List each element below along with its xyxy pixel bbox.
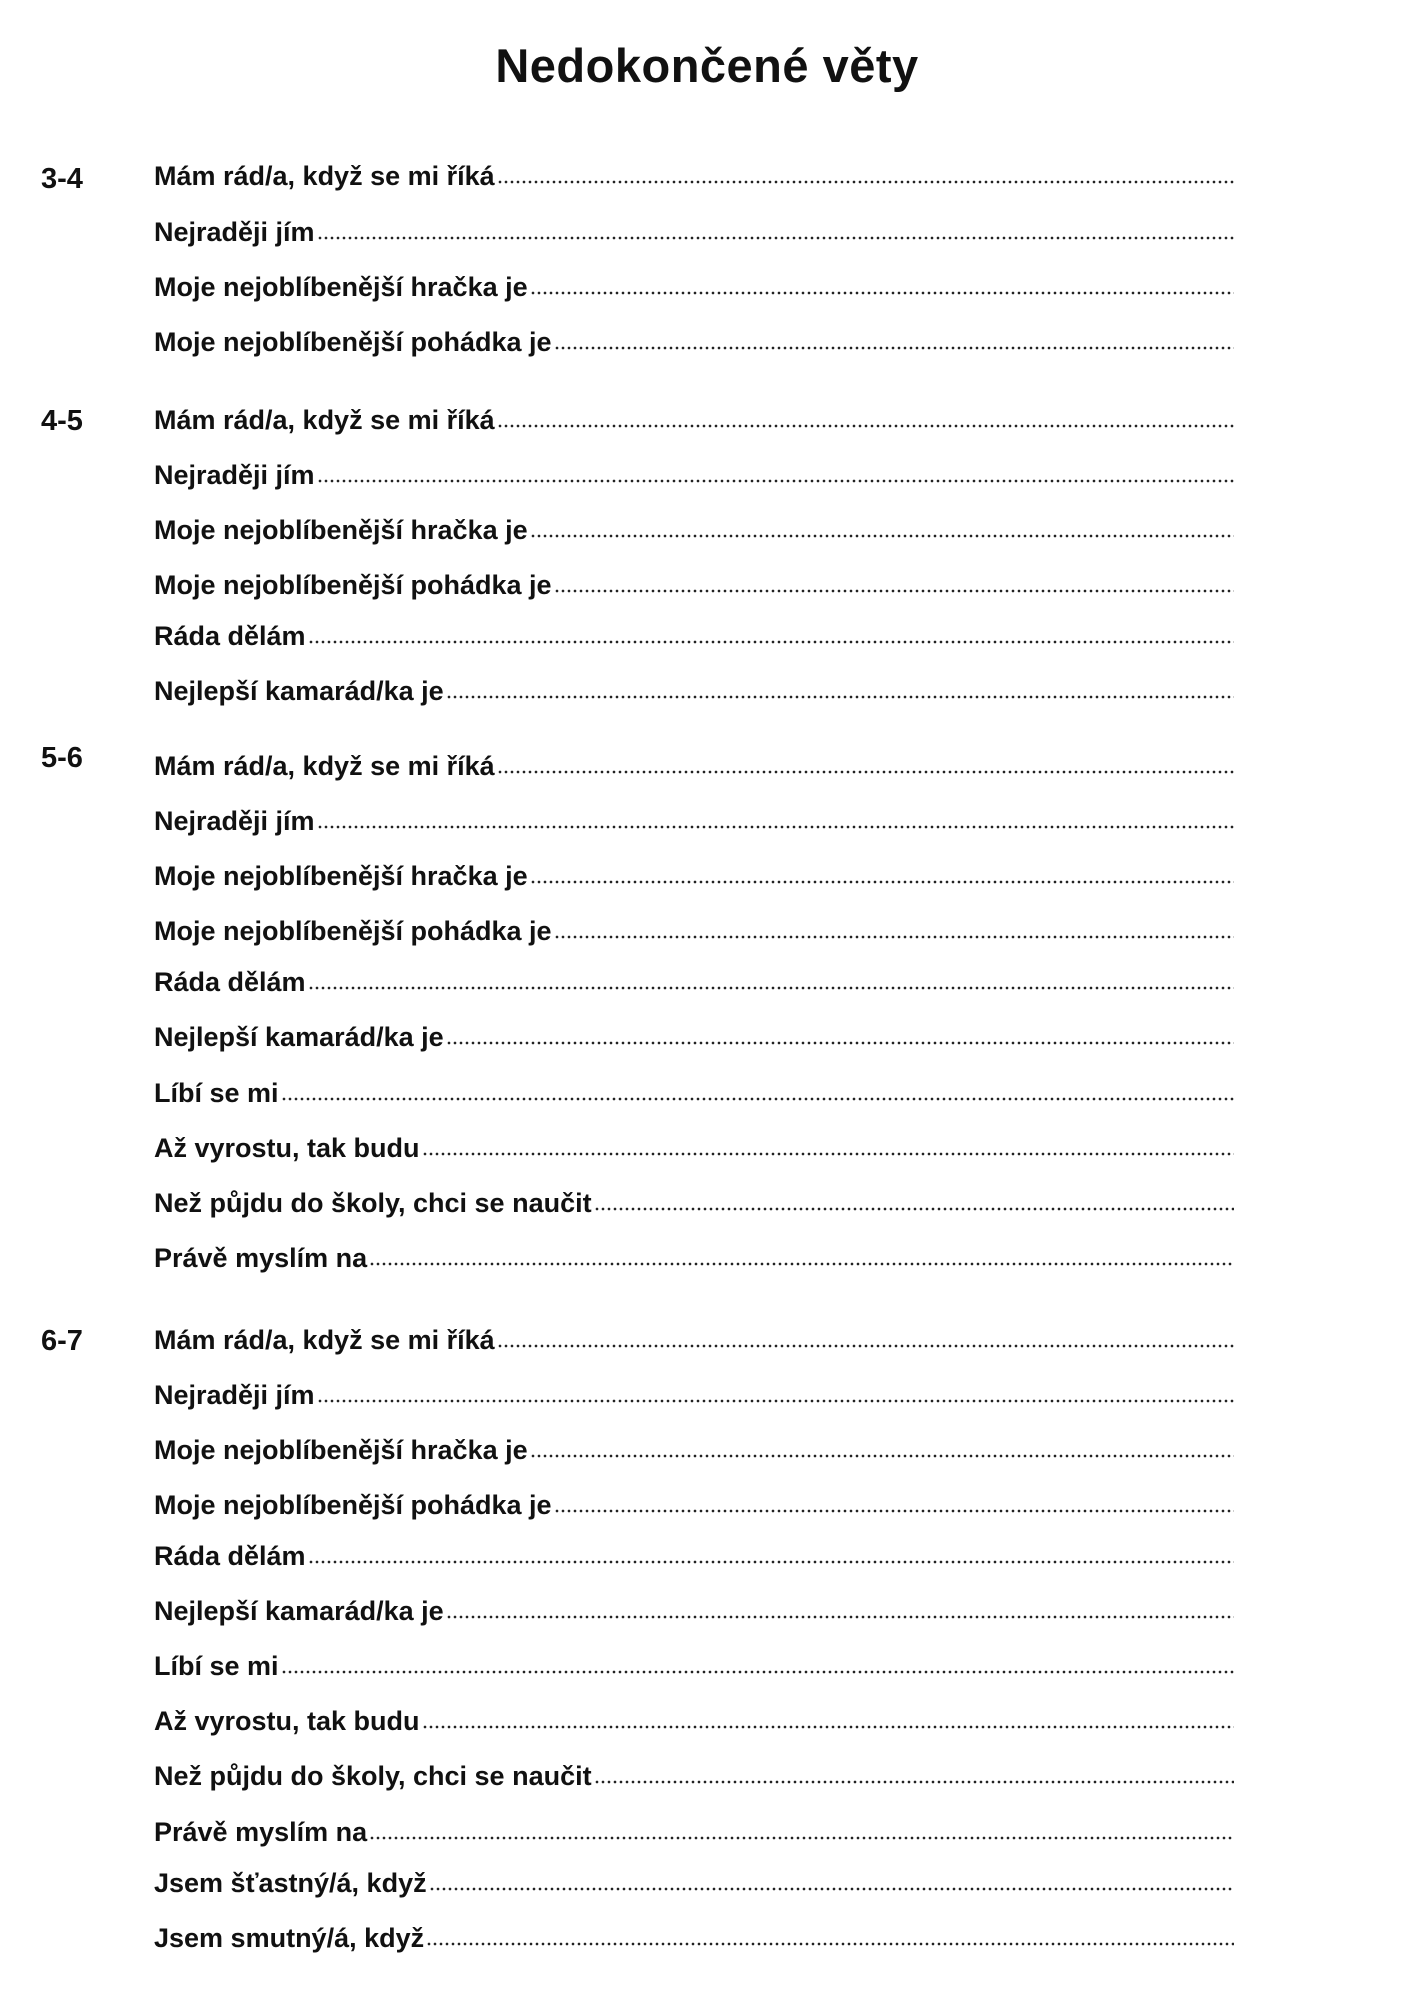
sentence-prompt: Až vyrostu, tak budu xyxy=(154,1133,420,1163)
sentence-line[interactable] xyxy=(154,1859,1234,1899)
sentence-line[interactable] xyxy=(154,1316,1234,1356)
sentence-line[interactable] xyxy=(154,1481,1234,1521)
answer-dotted-line xyxy=(497,768,1234,776)
sentence-line[interactable] xyxy=(154,797,1234,837)
page-title: Nedokončené věty xyxy=(495,39,919,92)
answer-dotted-line xyxy=(497,178,1234,186)
answer-dotted-line xyxy=(446,693,1234,701)
answer-dotted-line xyxy=(317,477,1234,485)
sentence-line[interactable] xyxy=(154,742,1234,782)
sentence-prompt: Ráda dělám xyxy=(154,1541,306,1571)
answer-dotted-line xyxy=(554,344,1234,352)
sentence-line[interactable] xyxy=(154,1371,1234,1411)
answer-dotted-line xyxy=(369,1260,1234,1268)
sentence-line[interactable] xyxy=(154,1642,1234,1682)
sentence-line[interactable] xyxy=(154,152,1234,192)
sentence-line[interactable] xyxy=(154,907,1234,947)
sentence-line[interactable] xyxy=(154,1234,1234,1274)
sentence-prompt: Nejlepší kamarád/ka je xyxy=(154,676,444,706)
sentence-line[interactable] xyxy=(154,1179,1234,1219)
sentence-prompt: Nejraději jím xyxy=(154,460,315,490)
answer-dotted-line xyxy=(554,933,1234,941)
sentence-prompt: Mám rád/a, když se mi říká xyxy=(154,751,495,781)
sentence-line[interactable] xyxy=(154,506,1234,546)
sentence-prompt: Právě myslím na xyxy=(154,1243,368,1273)
sentence-line[interactable] xyxy=(154,1013,1234,1053)
sentence-line[interactable] xyxy=(154,561,1234,601)
sentence-line[interactable] xyxy=(154,1426,1234,1466)
sentence-line[interactable] xyxy=(154,1124,1234,1164)
sentence-prompt: Jsem smutný/á, když xyxy=(154,1923,425,1953)
sentence-line[interactable] xyxy=(154,1587,1234,1627)
sentence-prompt: Ráda dělám xyxy=(154,967,306,997)
answer-dotted-line xyxy=(317,1397,1234,1405)
sentence-line[interactable] xyxy=(154,263,1234,303)
sentence-prompt: Moje nejoblíbenější hračka je xyxy=(154,1435,528,1465)
answer-dotted-line xyxy=(308,984,1234,992)
sentence-line[interactable] xyxy=(154,1532,1234,1572)
sentence-prompt: Moje nejoblíbenější pohádka je xyxy=(154,916,552,946)
sentence-prompt: Mám rád/a, když se mi říká xyxy=(154,405,495,435)
sentence-line[interactable] xyxy=(154,1914,1234,1954)
sentence-prompt: Moje nejoblíbenější pohádka je xyxy=(154,1490,552,1520)
sentence-prompt: Líbí se mi xyxy=(154,1651,279,1681)
sentence-prompt: Nejraději jím xyxy=(154,806,315,836)
age-label: 3-4 xyxy=(41,163,83,195)
sentence-prompt: Nejlepší kamarád/ka je xyxy=(154,1022,444,1052)
answer-dotted-line xyxy=(497,422,1234,430)
sentence-line[interactable] xyxy=(154,396,1234,436)
answer-dotted-line xyxy=(422,1723,1234,1731)
sentence-line[interactable] xyxy=(154,1697,1234,1737)
sentence-prompt: Jsem šťastný/á, když xyxy=(154,1868,427,1898)
sentence-line[interactable] xyxy=(154,318,1234,358)
age-label: 6-7 xyxy=(41,1325,83,1357)
sentence-prompt: Mám rád/a, když se mi říká xyxy=(154,161,495,191)
sentence-prompt: Moje nejoblíbenější hračka je xyxy=(154,861,528,891)
sentence-prompt: Moje nejoblíbenější hračka je xyxy=(154,272,528,302)
sentence-prompt: Než půjdu do školy, chci se naučit xyxy=(154,1761,592,1791)
sentence-line[interactable] xyxy=(154,852,1234,892)
answer-dotted-line xyxy=(530,289,1234,297)
age-label: 5-6 xyxy=(41,742,83,774)
sentence-line[interactable] xyxy=(154,208,1234,248)
sentence-prompt: Nejraději jím xyxy=(154,217,315,247)
sentence-line[interactable] xyxy=(154,1752,1234,1792)
sentence-prompt: Nejraději jím xyxy=(154,1380,315,1410)
sentence-prompt: Moje nejoblíbenější pohádka je xyxy=(154,327,552,357)
answer-dotted-line xyxy=(422,1150,1234,1158)
answer-dotted-line xyxy=(446,1039,1234,1047)
sentence-line[interactable] xyxy=(154,451,1234,491)
sentence-prompt: Než půjdu do školy, chci se naučit xyxy=(154,1188,592,1218)
sentence-line[interactable] xyxy=(154,1069,1234,1109)
answer-dotted-line xyxy=(369,1834,1234,1842)
answer-dotted-line xyxy=(554,1507,1234,1515)
answer-dotted-line xyxy=(281,1095,1234,1103)
answer-dotted-line xyxy=(308,638,1234,646)
sentence-prompt: Právě myslím na xyxy=(154,1817,368,1847)
answer-dotted-line xyxy=(446,1613,1234,1621)
sentence-line[interactable] xyxy=(154,958,1234,998)
sentence-prompt: Moje nejoblíbenější hračka je xyxy=(154,515,528,545)
answer-dotted-line xyxy=(317,823,1234,831)
age-label: 4-5 xyxy=(41,405,83,437)
answer-dotted-line xyxy=(530,532,1234,540)
sentence-prompt: Nejlepší kamarád/ka je xyxy=(154,1596,444,1626)
sentence-line[interactable] xyxy=(154,612,1234,652)
answer-dotted-line xyxy=(308,1558,1234,1566)
answer-dotted-line xyxy=(317,234,1234,242)
sentence-prompt: Líbí se mi xyxy=(154,1078,279,1108)
sentence-prompt: Ráda dělám xyxy=(154,621,306,651)
answer-dotted-line xyxy=(497,1342,1234,1350)
answer-dotted-line xyxy=(594,1778,1234,1786)
answer-dotted-line xyxy=(530,1452,1234,1460)
answer-dotted-line xyxy=(426,1940,1234,1948)
sentence-line[interactable] xyxy=(154,667,1234,707)
sentence-line[interactable] xyxy=(154,1808,1234,1848)
sentence-prompt: Až vyrostu, tak budu xyxy=(154,1706,420,1736)
answer-dotted-line xyxy=(281,1668,1234,1676)
sentence-prompt: Moje nejoblíbenější pohádka je xyxy=(154,570,552,600)
sentence-prompt: Mám rád/a, když se mi říká xyxy=(154,1325,495,1355)
answer-dotted-line xyxy=(554,587,1234,595)
answer-dotted-line xyxy=(530,878,1234,886)
answer-dotted-line xyxy=(594,1205,1234,1213)
answer-dotted-line xyxy=(429,1885,1234,1893)
